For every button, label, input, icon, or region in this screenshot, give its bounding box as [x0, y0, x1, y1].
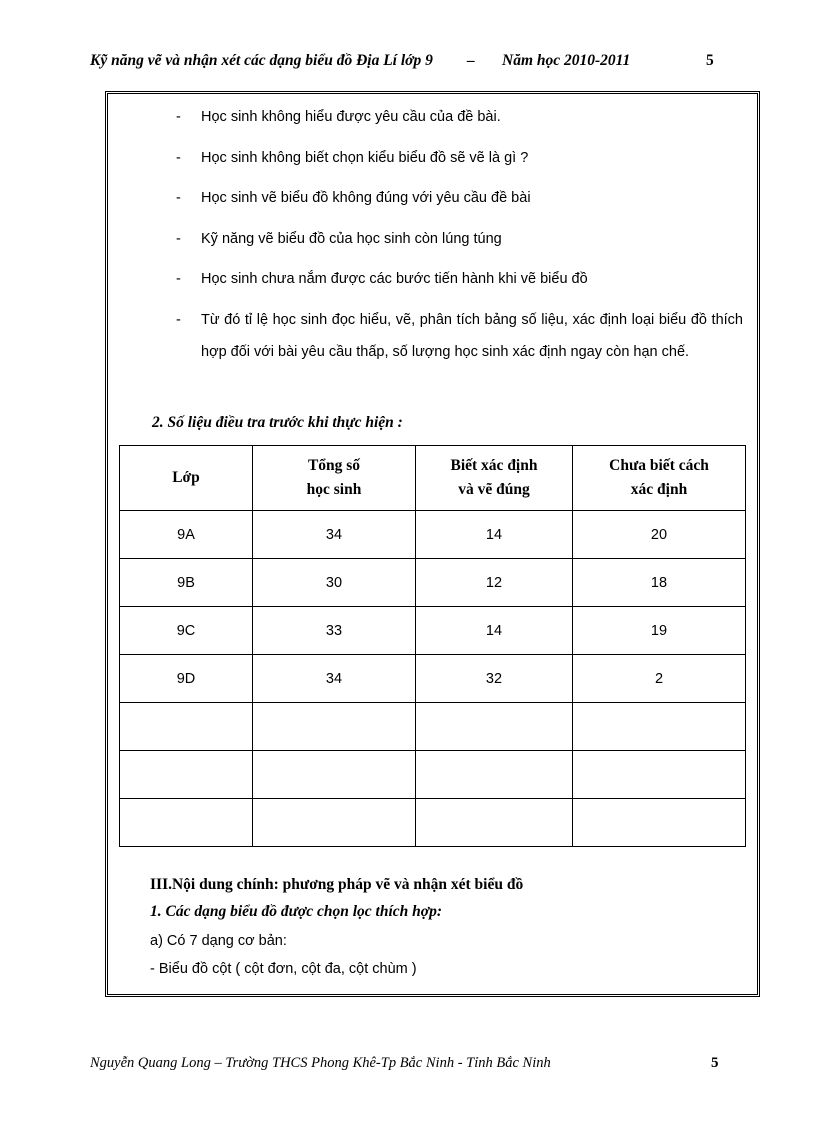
- bullet-dash: -: [176, 109, 181, 125]
- table-cell: [416, 703, 573, 751]
- table-cell: 2: [573, 655, 746, 703]
- table-cell: 32: [416, 655, 573, 703]
- bullet-text: Học sinh không hiểu được yêu cầu của đề bài.: [201, 109, 501, 125]
- table-cell: 34: [253, 655, 416, 703]
- bullet-text: Học sinh chưa nắm được các bước tiến hành khi vẽ biểu đồ: [201, 271, 588, 287]
- table-cell: [253, 799, 416, 847]
- header-line-1: Biết xác định: [450, 457, 538, 474]
- table-row-empty: [120, 799, 746, 847]
- table-cell: [416, 799, 573, 847]
- table-cell: 34: [253, 511, 416, 559]
- table-cell: [573, 703, 746, 751]
- footer-page-number: 5: [711, 1055, 719, 1071]
- bullet-dash: -: [176, 231, 181, 247]
- table-row: [120, 607, 746, 655]
- header-line-1: Chưa biết cách: [609, 457, 709, 474]
- table-cell: 12: [416, 559, 573, 607]
- survey-table: [119, 445, 746, 847]
- table-cell: [416, 751, 573, 799]
- table-cell: [253, 703, 416, 751]
- table-cell: 33: [253, 607, 416, 655]
- footer-author: Nguyễn Quang Long – Trường THCS Phong Khê-Tp Bắc Ninh - Tỉnh Bắc Ninh: [90, 1055, 551, 1071]
- table-cell: [120, 799, 253, 847]
- section-3-title: III.Nội dung chính: phương pháp vẽ và nhận xét biểu đồ: [150, 876, 524, 893]
- header-line-2: và vẽ đúng: [458, 481, 530, 498]
- table-row: [120, 655, 746, 703]
- table-row: [120, 511, 746, 559]
- bullet-text: Học sinh vẽ biểu đồ không đúng với yêu cầu đề bài: [201, 190, 531, 206]
- table-cell: [573, 799, 746, 847]
- header-page-number: 5: [706, 52, 714, 69]
- table-cell: 14: [416, 511, 573, 559]
- header-cell: [253, 446, 416, 511]
- table-cell: [120, 751, 253, 799]
- header-cell: [120, 446, 253, 511]
- header-school-year: Năm học 2010-2011: [502, 52, 631, 69]
- table-cell: 9D: [120, 655, 253, 703]
- header-line-2: xác định: [630, 481, 688, 498]
- section-2-title: 2. Số liệu điều tra trước khi thực hiện :: [152, 414, 403, 431]
- table-cell: [573, 751, 746, 799]
- header-cell: [416, 446, 573, 511]
- table-cell: [253, 751, 416, 799]
- table-cell: 20: [573, 511, 746, 559]
- header-separator: –: [467, 52, 475, 69]
- table-cell: 18: [573, 559, 746, 607]
- bullet-dash: -: [176, 312, 181, 328]
- table-header-row: [120, 446, 746, 511]
- header-line-1: Lớp: [172, 469, 200, 486]
- bullet-text: Học sinh không biết chọn kiểu biểu đồ sẽ vẽ là gì ?: [201, 150, 529, 166]
- paragraph-b: - Biểu đồ cột ( cột đơn, cột đa, cột chùm ): [150, 961, 417, 977]
- table-cell: 19: [573, 607, 746, 655]
- table-row-empty: [120, 703, 746, 751]
- table-cell: 30: [253, 559, 416, 607]
- header-line-1: Tổng số: [307, 457, 361, 474]
- header-title: Kỹ năng vẽ và nhận xét các dạng biểu đồ Địa Lí lớp 9: [90, 52, 433, 69]
- bullet-text: Từ đó tỉ lệ học sinh đọc hiểu, vẽ, phân tích bảng số liệu, xác định loại biểu đồ thích hợp đối với bài yêu cầu thấp, số lượng học sinh xác định ngay còn hạn chế.: [201, 312, 743, 360]
- bullet-dash: -: [176, 271, 181, 287]
- bullet-dash: -: [176, 190, 181, 206]
- table-cell: 9B: [120, 559, 253, 607]
- header-line-2: học sinh: [306, 481, 362, 498]
- table-cell: 14: [416, 607, 573, 655]
- bullet-text: Kỹ năng vẽ biểu đồ của học sinh còn lúng túng: [201, 231, 502, 247]
- table-cell: 9C: [120, 607, 253, 655]
- table-cell: [120, 703, 253, 751]
- header-cell: [573, 446, 746, 511]
- table-cell: 9A: [120, 511, 253, 559]
- table-row: [120, 559, 746, 607]
- paragraph-a: a) Có 7 dạng cơ bản:: [150, 933, 287, 949]
- table-row-empty: [120, 751, 746, 799]
- bullet-dash: -: [176, 150, 181, 166]
- section-3-1-title: 1. Các dạng biểu đồ được chọn lọc thích hợp:: [150, 903, 443, 920]
